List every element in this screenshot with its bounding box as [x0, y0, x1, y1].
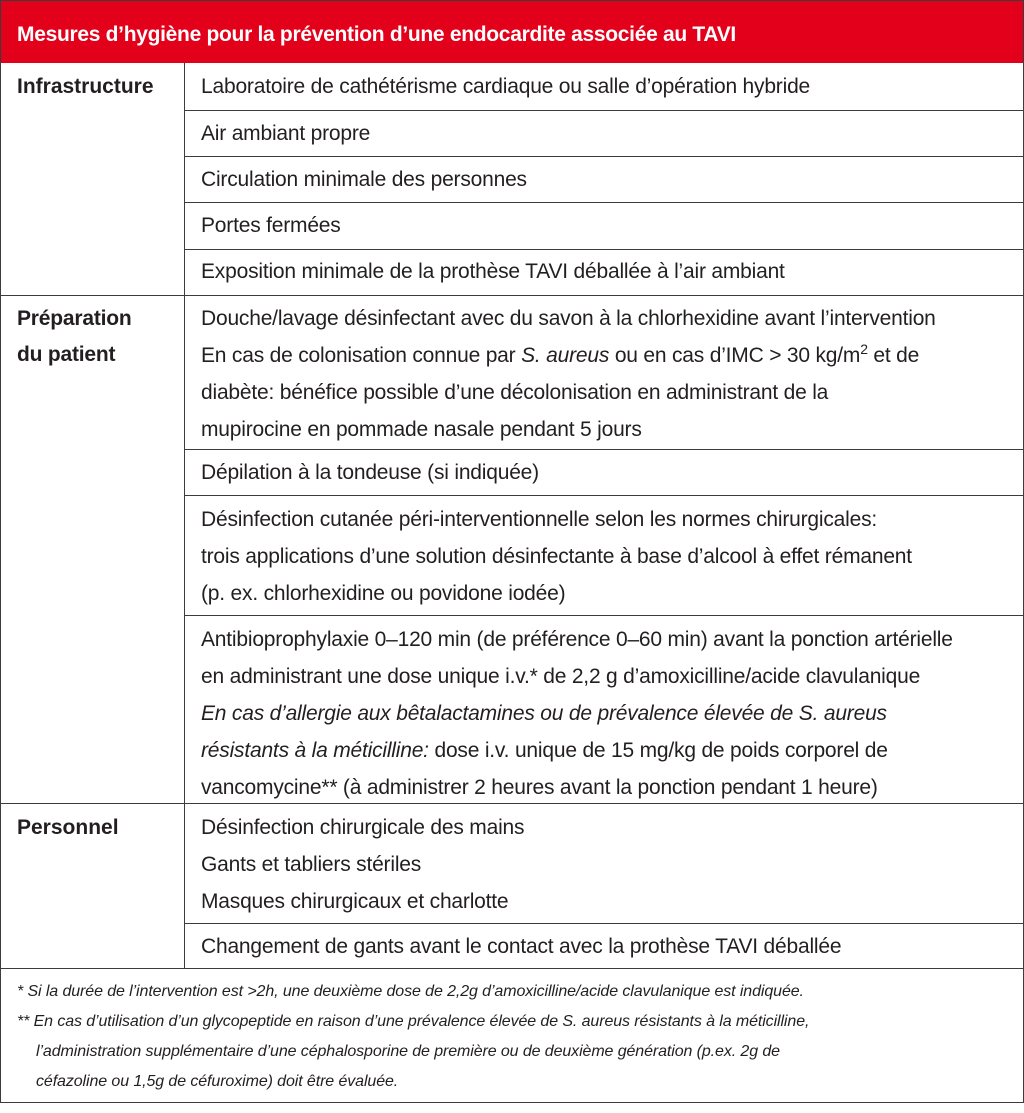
table-title: Mesures d’hygiène pour la prévention d’une endocardite associée au TAVI: [17, 23, 736, 46]
row-divider: [184, 495, 1023, 496]
footnote-divider: [1, 968, 1023, 969]
table-cell: Douche/lavage désinfectant avec du savon à la chlorhexidine avant l’intervention En cas de colonisation connue par S. aureus ou en cas d’IMC > 30 $kg/m^2$ et de diabète: bénéfice possible d’une décolonisation en administrant de la mupirocine en pommade nasale pendant 5 jours: [201, 307, 936, 441]
row-divider: [184, 202, 1023, 203]
category-preparation: Préparation du patient: [17, 307, 132, 366]
table-cell: Air ambiant propre: [201, 122, 371, 145]
column-divider: [184, 63, 185, 968]
table-cell: Antibioprophylaxie 0–120 min (de préférence 0–60 min) avant la ponction artérielle en administrant une dose unique i.v.* de 2,2 g d’amoxicilline/acide clavulanique En cas d’allergie aux bêtalactamines ou de prévalence élevée de S. aureus résistants à la méticilline: dose i.v. unique de 15 mg/kg de poids corporel de vancomycine** (à administrer 2 heures avant la ponction pendant 1 heure): [201, 628, 953, 799]
section-divider: [1, 295, 1023, 296]
footnote-2-continued: céfazoline ou 1,5g de céfuroxime) doit être évaluée.: [36, 1073, 399, 1090]
category-personnel: Personnel: [17, 816, 119, 839]
footnotes: [17, 977, 1012, 1097]
row-divider: [184, 249, 1023, 250]
row-divider: [184, 156, 1023, 157]
table-cell: Désinfection chirurgicale des mains Gants et tabliers stériles Masques chirurgicaux et charlotte: [201, 816, 525, 913]
footnote-1: * Si la durée de l’intervention est >2h, une deuxième dose de 2,2g d’amoxicilline/acide clavulanique est indiquée.: [17, 983, 804, 1000]
row-divider: [184, 449, 1023, 450]
footnote-2: ** En cas d’utilisation d’un glycopeptide en raison d’une prévalence élevée de S. aureus résistants à la méticilline,: [17, 1013, 810, 1030]
row-divider: [184, 923, 1023, 924]
table-cell: Exposition minimale de la prothèse TAVI déballée à l’air ambiant: [201, 260, 785, 283]
table-cell: Changement de gants avant le contact avec la prothèse TAVI déballée: [201, 935, 842, 958]
table-cell: Désinfection cutanée péri-interventionnelle selon les normes chirurgicales: trois applications d’une solution désinfectante à base d’alcool à effet rémanent (p. ex. chlorhexidine ou povidone iodée): [201, 508, 912, 605]
table-cell: Dépilation à la tondeuse (si indiquée): [201, 461, 539, 484]
table-cell: Portes fermées: [201, 214, 341, 237]
category-infrastructure: Infrastructure: [17, 75, 154, 98]
table-header: [1, 1, 1023, 63]
table-cell: Laboratoire de cathétérisme cardiaque ou salle d’opération hybride: [201, 75, 811, 98]
row-divider: [184, 615, 1023, 616]
table-cell: Circulation minimale des personnes: [201, 168, 527, 191]
row-divider: [184, 110, 1023, 111]
footnote-2-continued: l’administration supplémentaire d’une céphalosporine de première ou de deuxième génération (p.ex. 2g de: [36, 1043, 780, 1060]
